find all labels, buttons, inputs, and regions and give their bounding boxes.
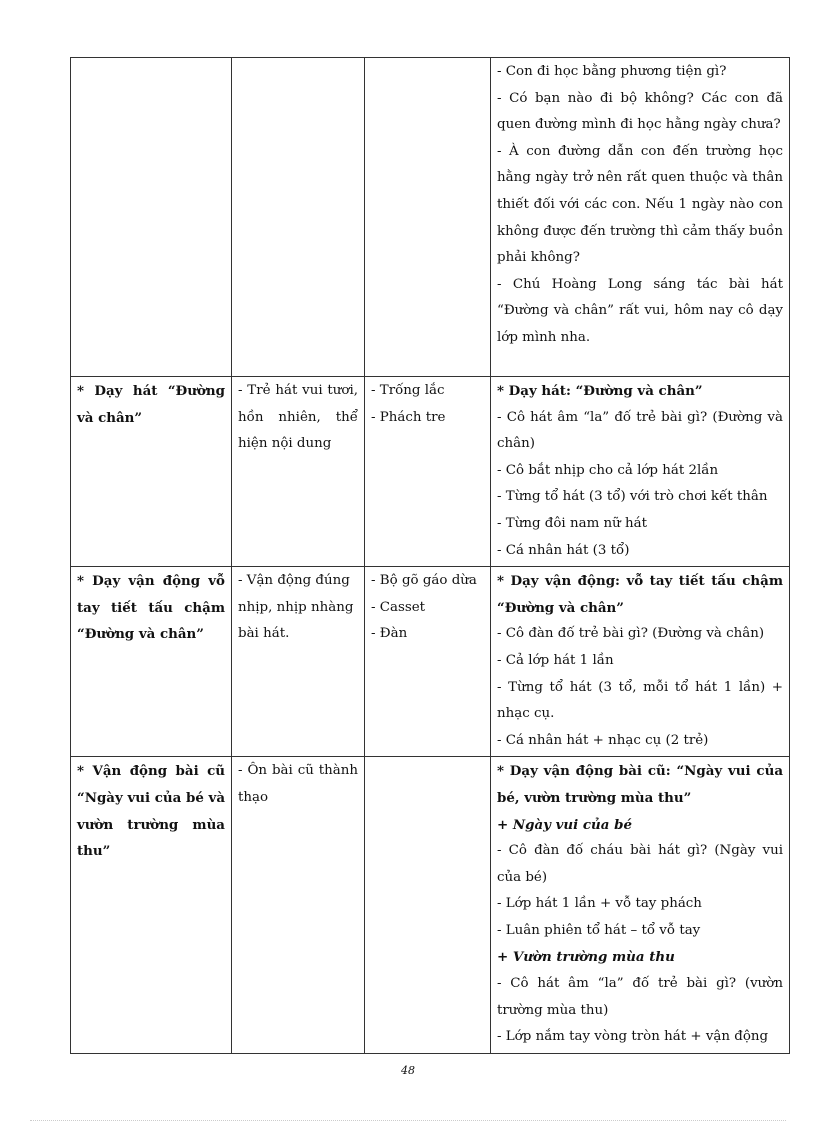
page-number: 48 [401,1064,415,1077]
procedure-step: - Cô hát âm “la” đố trẻ bài gì? (Đường và chân) [497,409,783,452]
procedure-step: - Từng tổ hát (3 tổ, mỗi tổ hát 1 lần) + nhạc cụ. [497,679,783,722]
procedure-cell [491,377,790,567]
procedure-step: - Cô bắt nhịp cho cả lớp hát 2lần [497,462,719,478]
intro-line: - Con đi học bằng phương tiện gì? [497,64,727,79]
materials-cell [365,757,491,1054]
procedure-step: - Luân phiên tổ hát – tổ vỗ tay [497,922,701,938]
lesson-table [70,57,790,1054]
activity-cell: * Dạy vận động vỗ tay tiết tấu chậm “Đường và chân” [71,567,232,757]
material-item: - Trống lắc [371,383,445,398]
materials-cell [365,58,491,377]
procedure-cell [491,757,790,1054]
materials-cell [365,377,491,567]
procedure-step: - Cô đàn đố trẻ bài gì? (Đường và chân) [497,626,765,642]
procedure-step: - Cá nhân hát (3 tổ) [497,542,630,558]
intro-line: - À con đường dẫn con đến trường học hằng ngày trở nên rất quen thuộc và thân thiết đối với các con. Nếu 1 ngày nào con không được đến trường thì cảm thấy buồn phải không? [497,143,783,266]
goal-cell: - Ôn bài cũ thành thạo [232,757,365,1054]
table-row-singing [71,377,790,567]
activity-cell: * Dạy hát “Đường và chân” [71,377,232,567]
procedure-heading: * Dạy vận động bài cũ: “Ngày vui của bé, vườn trường mùa thu” [497,763,783,806]
materials-cell [365,567,491,757]
table-row-movement [71,567,790,757]
procedure-step: - Từng đôi nam nữ hát [497,515,648,531]
procedure-step: - Lớp nắm tay vòng tròn hát + vận động [497,1029,769,1045]
page-bottom-divider [30,1120,786,1121]
procedure-subheading: + Vườn trường mùa thu [497,949,675,966]
table-row-intro [71,58,790,377]
intro-line: - Có bạn nào đi bộ không? Các con đã quen đường mình đi học hằng ngày chưa? [497,90,783,133]
goal-cell: - Trẻ hát vui tươi, hồn nhiên, thể hiện nội dung [232,377,365,567]
procedure-step: - Cả lớp hát 1 lần [497,652,614,668]
procedure-subheading: + Ngày vui của bé [497,816,632,833]
goal-cell [232,58,365,377]
procedure-step: - Cô hát âm “la” đố trẻ bài gì? (vườn trường mùa thu) [497,976,783,1018]
procedure-step: - Từng tổ hát (3 tổ) với trò chơi kết thân [497,489,768,505]
goal-cell: - Vận động đúng nhịp, nhịp nhàng bài hát. [232,567,365,757]
material-item: - Bộ gõ gáo dừa [371,573,477,589]
activity-cell [71,58,232,377]
intro-line: - Chú Hoàng Long sáng tác bài hát “Đường và chân” rất vui, hôm nay cô dạy lớp mình nha. [497,276,783,345]
material-item: - Đàn [371,626,408,642]
activity-cell: * Vận động bài cũ “Ngày vui của bé và vườn trường mùa thu” [71,757,232,1054]
procedure-heading: * Dạy hát: “Đường và chân” [497,383,703,399]
procedure-step: - Lớp hát 1 lần + vỗ tay phách [497,896,702,912]
material-item: - Phách tre [371,409,446,425]
procedure-cell [491,58,790,377]
procedure-cell [491,567,790,757]
table-row-review [71,757,790,1054]
procedure-heading: * Dạy vận động: vỗ tay tiết tấu chậm “Đường và chân” [497,573,783,616]
material-item: - Casset [371,599,426,615]
procedure-step: - Cá nhân hát + nhạc cụ (2 trẻ) [497,732,709,748]
procedure-step: - Cô đàn đố cháu bài hát gì? (Ngày vui của bé) [497,843,783,885]
